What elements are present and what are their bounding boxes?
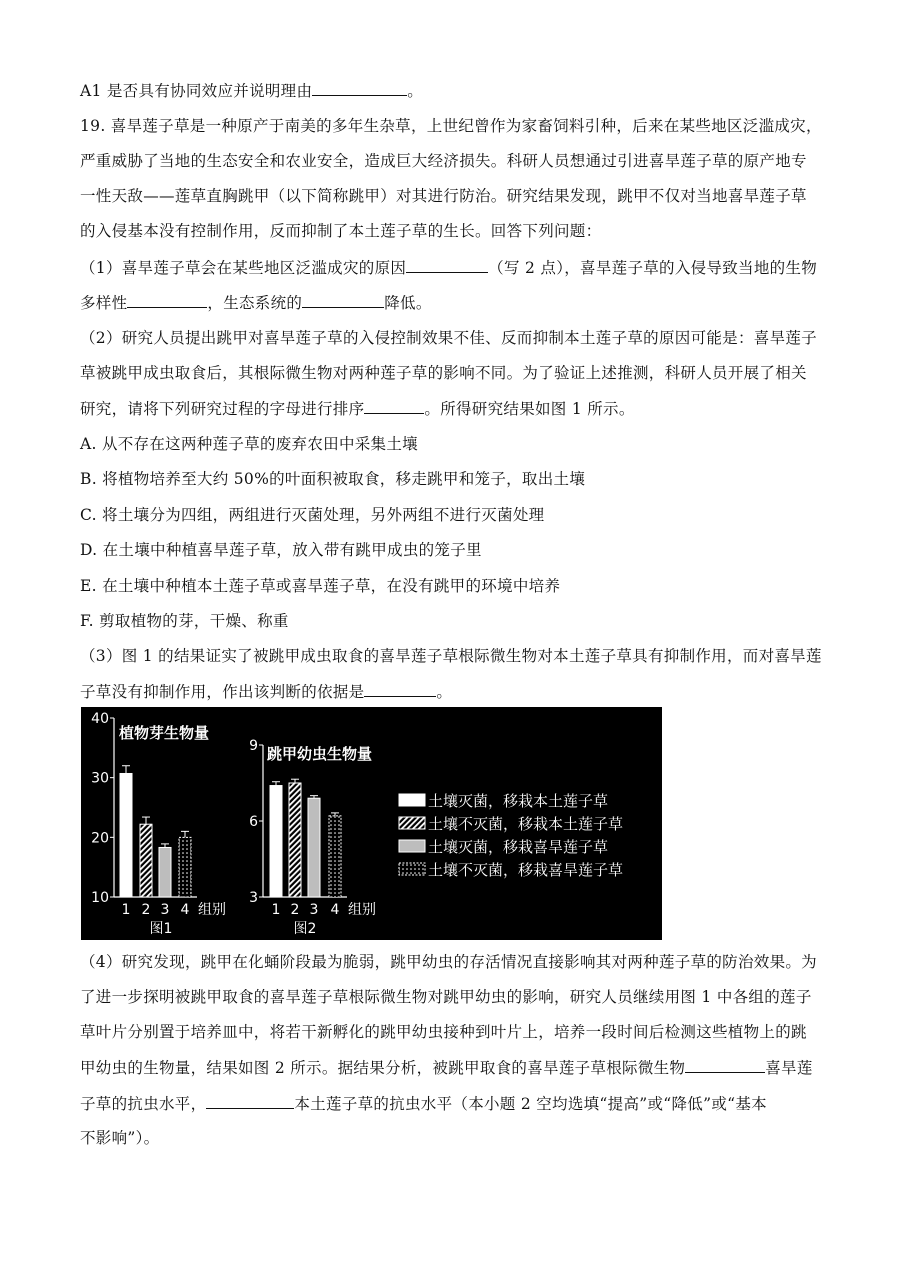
q19-stem-line: 19. 喜旱莲子草是一种原产于南美的多年生杂草，上世纪曾作为家畜饲料引种，后来在某些地区泛滥成灾，: [80, 117, 822, 135]
x-tick-label: 3: [160, 902, 170, 918]
legend-label: 土壤不灭菌，移栽本土莲子草: [428, 815, 624, 833]
answer-blank: [312, 80, 407, 96]
y-tick-label: 20: [91, 830, 109, 847]
legend-swatch: [399, 840, 425, 852]
bar: [289, 783, 301, 897]
q19-part4: （4）研究发现，跳甲在化蛹阶段最为脆弱，跳甲幼虫的存活情况直接影响其对两种莲子草的防治效果。为: [80, 953, 817, 971]
q19-part1: （1）喜旱莲子草会在某些地区泛滥成灾的原因 （写 2 点），喜旱莲子草的入侵导致当地的生物: [80, 259, 818, 277]
answer-blank: [685, 1057, 765, 1073]
bar: [308, 798, 320, 897]
option-d: D. 在土壤中种植喜旱莲子草，放入带有跳甲成虫的笼子里: [80, 541, 482, 559]
q19-stem-line: 严重威胁了当地的生态安全和农业安全，造成巨大经济损失。科研人员想通过引进喜旱莲子草的原产地专: [80, 152, 807, 170]
y-tick-label: 9: [249, 738, 258, 754]
answer-blank: [364, 681, 436, 697]
figure-caption: 图2: [293, 921, 317, 937]
x-tick-label: 2: [141, 902, 151, 918]
q19-part1: 多样性 ，生态系统的 降低。: [80, 294, 432, 312]
answer-blank: [127, 292, 207, 308]
x-tick-label: 4: [330, 902, 340, 918]
q19-part4: 不影响”）。: [80, 1129, 160, 1147]
x-tick-label: 3: [309, 902, 319, 918]
q19-part4: 了进一步探明被跳甲取食的喜旱莲子草根际微生物对跳甲幼虫的影响，研究人员继续用图 1 中各组的莲子: [80, 988, 812, 1006]
chart-figure-2: [249, 738, 376, 937]
legend-label: 土壤灭菌，移栽本土莲子草: [428, 792, 609, 810]
y-tick-label: 30: [91, 770, 109, 787]
q19-part4: 子草的抗虫水平， 本土莲子草的抗虫水平（本小题 2 空均选填“提高”或“降低”或“基本: [80, 1095, 767, 1113]
option-a: A. 从不存在这两种莲子草的废弃农田中采集土壤: [80, 435, 418, 453]
option-b: B. 将植物培养至大约 50%的叶面积被取食，移走跳甲和笼子，取出土壤: [80, 470, 586, 488]
option-e: E. 在土壤中种植本土莲子草或喜旱莲子草，在没有跳甲的环境中培养: [80, 577, 561, 595]
bar: [179, 837, 191, 897]
legend-swatch: [399, 817, 425, 829]
bar: [270, 786, 282, 897]
q19-stem-line: 的入侵基本没有控制作用，反而抑制了本土莲子草的生长。回答下列问题：: [80, 222, 602, 240]
bar: [120, 773, 132, 897]
figure-svg: [81, 707, 662, 940]
x-axis-label: 组别: [198, 902, 226, 918]
q19-part3: （3）图 1 的结果证实了被跳甲成虫取食的喜旱莲子草根际微生物对本土莲子草具有抑制作用，而对喜旱莲: [80, 647, 822, 665]
figure-panel: [81, 707, 662, 940]
chart-figure-1: [91, 711, 226, 937]
bar: [159, 847, 171, 897]
x-tick-label: 2: [290, 902, 300, 918]
q19-stem-line: 一性天敌——莲草直胸跳甲（以下简称跳甲）对其进行防治。研究结果发现，跳甲不仅对当地喜旱莲子草: [80, 187, 807, 205]
chart-title: 跳甲幼虫生物量: [267, 745, 373, 763]
answer-blank: [206, 1093, 294, 1109]
q18-tail-text: A1 是否具有协同效应并说明理由: [80, 82, 313, 100]
bar: [140, 824, 152, 897]
answer-blank: [364, 398, 424, 414]
q18-tail: A1 是否具有协同效应并说明理由 。: [80, 82, 424, 100]
q19-part4: 甲幼虫的生物量，结果如图 2 所示。据结果分析，被跳甲取食的喜旱莲子草根际微生物 喜旱莲: [80, 1059, 813, 1077]
q19-part4: 草叶片分别置于培养皿中，将若干新孵化的跳甲幼虫接种到叶片上，培养一段时间后检测这些植物上的跳: [80, 1023, 807, 1041]
q19-part2: 研究，请将下列研究过程的字母进行排序 。所得研究结果如图 1 所示。: [80, 400, 635, 418]
y-tick-label: 10: [91, 890, 109, 906]
y-tick-label: 3: [249, 890, 258, 906]
option-f: F. 剪取植物的芽，干燥、称重: [80, 612, 289, 630]
y-tick-label: 6: [249, 814, 258, 830]
legend-label: 土壤不灭菌，移栽喜旱莲子草: [428, 861, 624, 879]
chart-legend: [399, 792, 623, 879]
answer-blank: [406, 257, 488, 273]
answer-blank: [302, 292, 384, 308]
q19-part3: 子草没有抑制作用，作出该判断的依据是 。: [80, 683, 453, 701]
x-axis-label: 组别: [348, 902, 376, 918]
chart-title: 植物芽生物量: [119, 724, 210, 742]
x-tick-label: 1: [271, 902, 281, 918]
q19-part2: 草被跳甲成虫取食后，其根际微生物对两种莲子草的影响不同。为了验证上述推测，科研人员开展了相关: [80, 364, 807, 382]
bar: [329, 816, 341, 897]
legend-swatch: [399, 794, 425, 806]
figure-caption: 图1: [149, 921, 173, 937]
y-tick-label: 40: [91, 711, 109, 727]
x-tick-label: 4: [180, 902, 190, 918]
legend-label: 土壤灭菌，移栽喜旱莲子草: [428, 838, 609, 856]
legend-swatch: [399, 863, 425, 875]
x-tick-label: 1: [121, 902, 131, 918]
option-c: C. 将土壤分为四组，两组进行灭菌处理，另外两组不进行灭菌处理: [80, 506, 545, 524]
q19-part2: （2）研究人员提出跳甲对喜旱莲子草的入侵控制效果不佳、反而抑制本土莲子草的原因可能是：喜旱莲子: [80, 329, 817, 347]
